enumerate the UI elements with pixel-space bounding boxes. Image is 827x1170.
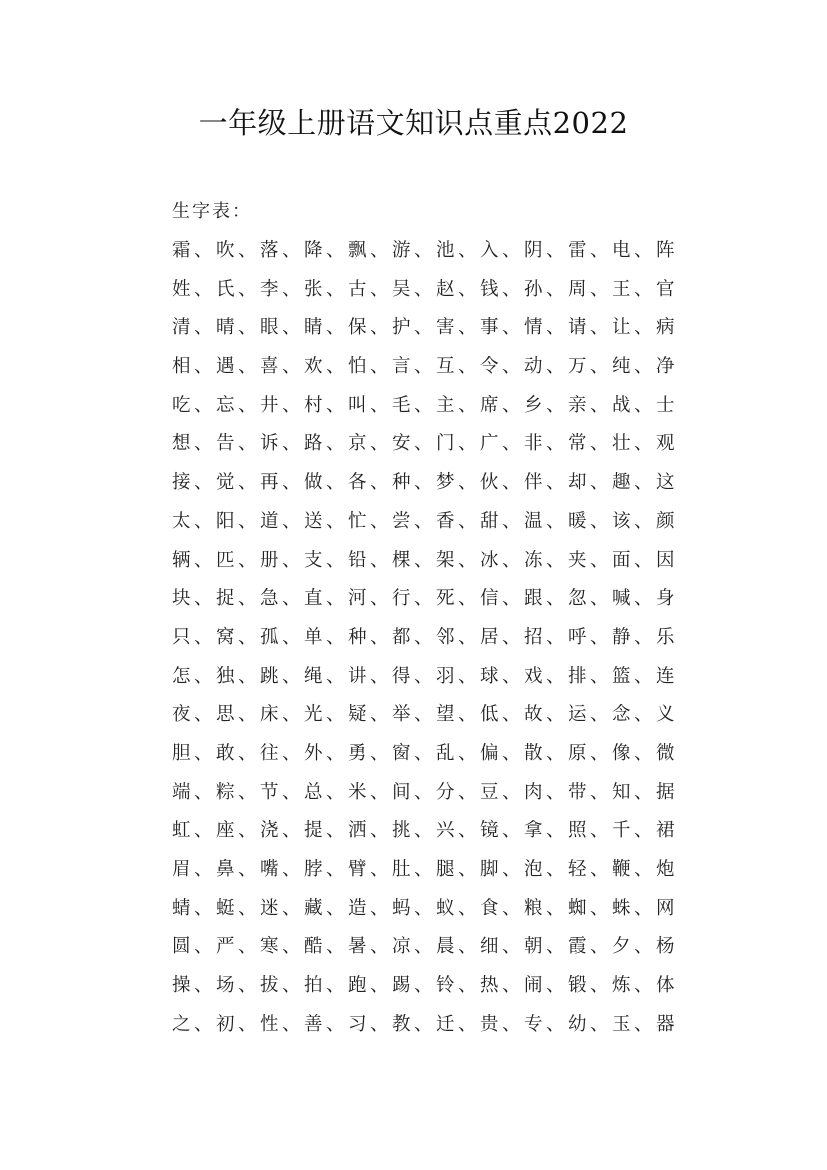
character-row: 接 、 觉 、 再 、 做 、 各 、 种 、 梦 、 伙 、 伴 、 却 、 趣 、 这 — [172, 472, 675, 494]
character-row: 吃 、 忘 、 井 、 村 、 叫 、 毛 、 主 、 席 、 乡 、 亲 、 战 、 士 — [172, 394, 675, 416]
character-row: 清 、 晴 、 眼 、 睛 、 保 、 护 、 害 、 事 、 情 、 请 、 让 、 病 — [172, 317, 675, 339]
page-title: 一年级上册语文知识点重点2022 — [198, 106, 629, 140]
character-row: 辆 、 匹 、 册 、 支 、 铅 、 棵 、 架 、 冰 、 冻 、 夹 、 面 、 因 — [172, 549, 675, 571]
character-row: 夜 、 思 、 床 、 光 、 疑 、 举 、 望 、 低 、 故 、 运 、 念 、 义 — [172, 704, 675, 726]
character-row: 圆 、 严 、 寒 、 酷 、 暑 、 凉 、 晨 、 细 、 朝 、 霞 、 夕 、 杨 — [172, 936, 675, 958]
character-row: 想 、 告 、 诉 、 路 、 京 、 安 、 门 、 广 、 非 、 常 、 壮 、 观 — [172, 433, 675, 455]
character-row: 怎 、 独 、 跳 、 绳 、 讲 、 得 、 羽 、 球 、 戏 、 排 、 篮 、 连 — [172, 665, 675, 687]
character-row: 相 、 遇 、 喜 、 欢 、 怕 、 言 、 互 、 令 、 动 、 万 、 纯 、 净 — [172, 356, 675, 378]
character-row: 端 、 粽 、 节 、 总 、 米 、 间 、 分 、 豆 、 肉 、 带 、 知 、 据 — [172, 781, 675, 803]
character-row: 胆 、 敢 、 往 、 外 、 勇 、 窗 、 乱 、 偏 、 散 、 原 、 像 、 微 — [172, 742, 675, 764]
character-row: 蜻 、 蜓 、 迷 、 藏 、 造 、 蚂 、 蚁 、 食 、 粮 、 蜘 、 蛛 、 网 — [172, 897, 675, 919]
character-row: 之 、 初 、 性 、 善 、 习 、 教 、 迁 、 贵 、 专 、 幼 、 玉 、 器 — [172, 1013, 675, 1035]
character-row: 霜 、 吹 、 落 、 降 、 飘 、 游 、 池 、 入 、 阴 、 雷 、 电 、 阵 — [172, 240, 675, 261]
character-row: 眉 、 鼻 、 嘴 、 脖 、 臂 、 肚 、 腿 、 脚 、 泡 、 轻 、 鞭 、 炮 — [172, 859, 675, 880]
section-label: 生字表： — [172, 201, 252, 222]
character-row: 操 、 场 、 拔 、 拍 、 跑 、 踢 、 铃 、 热 、 闹 、 锻 、 炼 、 体 — [172, 975, 675, 997]
character-list — [172, 234, 712, 1046]
character-row: 虹 、 座 、 浇 、 提 、 洒 、 挑 、 兴 、 镜 、 拿 、 照 、 千 、 裙 — [172, 820, 675, 842]
character-row: 姓 、 氏 、 李 、 张 、 古 、 吴 、 赵 、 钱 、 孙 、 周 、 王 、 官 — [172, 278, 675, 300]
character-row: 块 、 捉 、 急 、 直 、 河 、 行 、 死 、 信 、 跟 、 忽 、 喊 、 身 — [172, 588, 675, 610]
character-row: 太 、 阳 、 道 、 送 、 忙 、 尝 、 香 、 甜 、 温 、 暖 、 该 、 颜 — [172, 510, 675, 532]
character-row: 只 、 窝 、 孤 、 单 、 种 、 都 、 邻 、 居 、 招 、 呼 、 静 、 乐 — [172, 626, 675, 648]
